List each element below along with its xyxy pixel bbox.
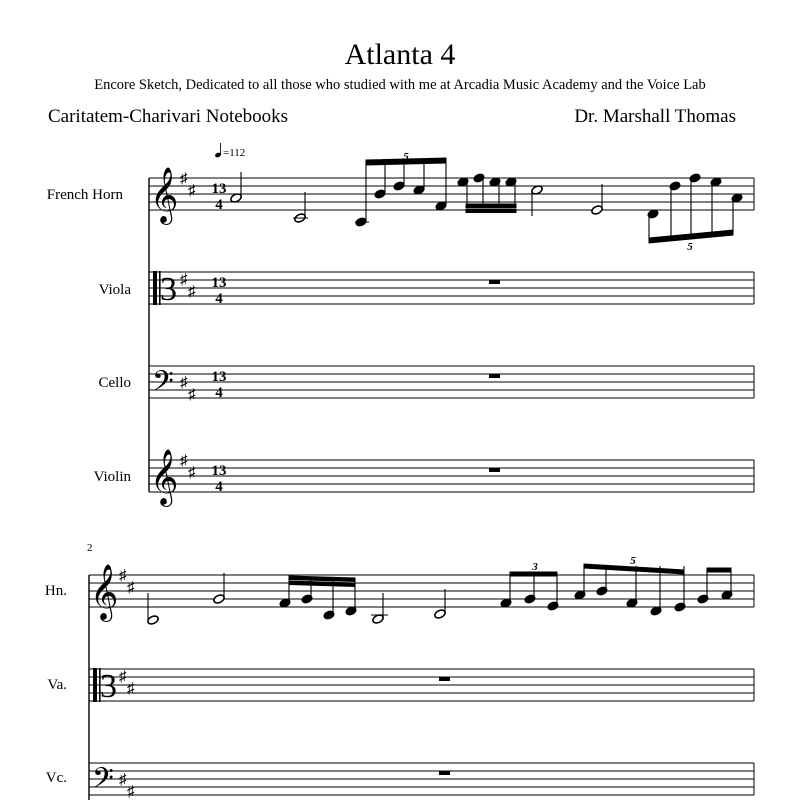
french-horn-notes xyxy=(0,0,743,243)
svg-text:3: 3 xyxy=(100,668,117,705)
svg-text:♯: ♯ xyxy=(188,387,196,403)
svg-text:♯: ♯ xyxy=(127,580,135,596)
whole-rests xyxy=(489,280,500,472)
svg-text:♯: ♯ xyxy=(188,465,196,481)
svg-text:♯: ♯ xyxy=(119,772,127,788)
staff-hn xyxy=(89,575,754,607)
treble-clef-icon-sys2: 𝄞 xyxy=(90,566,119,619)
svg-text:♯: ♯ xyxy=(180,375,188,391)
instrument-label-cello: Cello xyxy=(98,375,131,391)
svg-text:4: 4 xyxy=(215,291,223,307)
treble-clef-icon-violin: 𝄞 xyxy=(150,451,179,504)
whole-rests-sys2 xyxy=(439,677,450,775)
svg-text:♯: ♯ xyxy=(127,681,135,697)
svg-text:4: 4 xyxy=(215,197,223,213)
page-title: Atlanta 4 xyxy=(344,38,456,71)
instrument-label-viola: Viola xyxy=(98,282,131,298)
instrument-label-hn: Hn. xyxy=(44,583,67,599)
tuplet-label: 5 xyxy=(403,151,409,163)
svg-text:13: 13 xyxy=(211,275,227,291)
publisher-label: Caritatem-Charivari Notebooks xyxy=(48,106,289,127)
tempo-marking xyxy=(214,143,245,159)
tuplet-label: 5 xyxy=(630,555,636,567)
bass-clef-icon-sys2: 𝄢 xyxy=(92,764,114,800)
key-signature-sharps xyxy=(180,171,196,481)
bass-clef-icon: 𝄢 xyxy=(152,367,174,404)
svg-text:♯: ♯ xyxy=(119,669,127,685)
alto-clef-icon xyxy=(153,271,177,308)
svg-text:4: 4 xyxy=(215,479,223,495)
svg-text:♯: ♯ xyxy=(127,784,135,800)
svg-text:4: 4 xyxy=(215,385,223,401)
instrument-label-vc: Vc. xyxy=(45,770,67,786)
tuplet-label: 5 xyxy=(687,241,693,253)
svg-text:♯: ♯ xyxy=(188,284,196,300)
alto-clef-icon-sys2 xyxy=(93,668,117,705)
page-subtitle: Encore Sketch, Dedicated to all those who studied with me at Arcadia Music Academy and the Voice Lab xyxy=(94,77,706,93)
staff-viola xyxy=(149,272,754,304)
svg-text:♯: ♯ xyxy=(180,272,188,288)
key-signature-sharps-sys2 xyxy=(119,568,135,800)
svg-text:♯: ♯ xyxy=(180,171,188,187)
measure-number: 2 xyxy=(87,542,93,554)
time-signature xyxy=(212,181,227,495)
svg-text:13: 13 xyxy=(211,369,227,385)
staff-vc xyxy=(89,763,754,795)
staff-cello xyxy=(149,366,754,398)
composer-label: Dr. Marshall Thomas xyxy=(574,106,736,127)
tuplet-label: 3 xyxy=(532,561,538,573)
instrument-label-violin: Violin xyxy=(93,469,131,485)
svg-text:=112: =112 xyxy=(223,147,246,159)
svg-text:♯: ♯ xyxy=(119,568,127,584)
instrument-label-va: Va. xyxy=(47,677,67,693)
svg-text:13: 13 xyxy=(211,181,227,197)
svg-text:♯: ♯ xyxy=(180,453,188,469)
svg-text:13: 13 xyxy=(211,463,227,479)
staff-violin xyxy=(149,460,754,492)
staff-va xyxy=(89,669,754,701)
treble-clef-icon: 𝄞 xyxy=(150,169,179,222)
instrument-label-french-horn: French Horn xyxy=(46,187,123,203)
svg-text:♯: ♯ xyxy=(188,183,196,199)
svg-text:3: 3 xyxy=(160,271,177,308)
hn-notes-sys2 xyxy=(147,564,734,625)
